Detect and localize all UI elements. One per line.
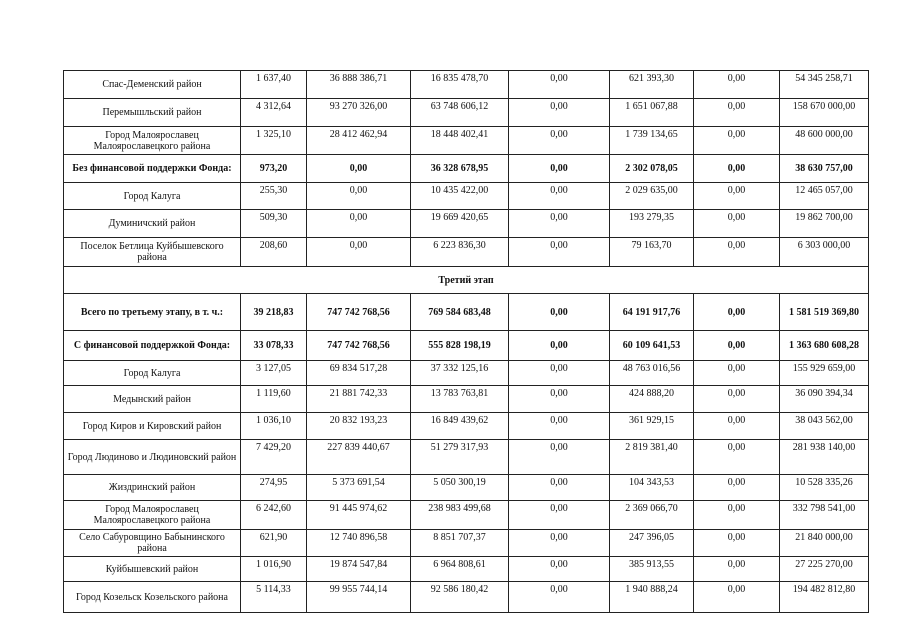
value-cell: 6 964 808,61 (411, 557, 509, 582)
value-cell: 973,20 (241, 155, 307, 183)
value-cell: 158 670 000,00 (780, 99, 869, 127)
table-row (64, 386, 869, 413)
value-cell: 0,00 (509, 501, 610, 530)
row-label-cell: Село Сабуровщино Бабынинского района (64, 530, 241, 557)
value-cell: 0,00 (694, 582, 780, 613)
value-cell: 1 739 134,65 (610, 127, 694, 155)
value-cell: 18 448 402,41 (411, 127, 509, 155)
value-cell: 0,00 (509, 183, 610, 210)
value-cell: 19 874 547,84 (307, 557, 411, 582)
row-label-cell: Поселок Бетлица Куйбышевского района (64, 238, 241, 267)
table-row (64, 127, 869, 155)
value-cell: 0,00 (509, 361, 610, 386)
value-cell: 281 938 140,00 (780, 440, 869, 475)
value-cell: 0,00 (509, 413, 610, 440)
value-cell: 509,30 (241, 210, 307, 238)
row-label-cell: Город Людиново и Людиновский район (64, 440, 241, 475)
value-cell: 0,00 (307, 238, 411, 267)
row-label-cell: Перемышльский район (64, 99, 241, 127)
value-cell: 621 393,30 (610, 71, 694, 99)
subtotal-row (64, 294, 869, 331)
value-cell: 769 584 683,48 (411, 294, 509, 331)
row-label-cell: Медынский район (64, 386, 241, 413)
value-cell: 0,00 (509, 386, 610, 413)
value-cell: 2 302 078,05 (610, 155, 694, 183)
value-cell: 48 763 016,56 (610, 361, 694, 386)
table-row (64, 582, 869, 613)
value-cell: 385 913,55 (610, 557, 694, 582)
value-cell: 0,00 (694, 71, 780, 99)
table-row (64, 530, 869, 557)
value-cell: 238 983 499,68 (411, 501, 509, 530)
value-cell: 332 798 541,00 (780, 501, 869, 530)
value-cell: 0,00 (509, 557, 610, 582)
value-cell: 0,00 (694, 210, 780, 238)
table-body (64, 71, 869, 613)
value-cell: 21 840 000,00 (780, 530, 869, 557)
row-label-cell: Без финансовой поддержки Фонда: (64, 155, 241, 183)
value-cell: 7 429,20 (241, 440, 307, 475)
value-cell: 39 218,83 (241, 294, 307, 331)
value-cell: 1 363 680 608,28 (780, 331, 869, 361)
value-cell: 0,00 (694, 238, 780, 267)
value-cell: 1 651 067,88 (610, 99, 694, 127)
value-cell: 91 445 974,62 (307, 501, 411, 530)
value-cell: 747 742 768,56 (307, 331, 411, 361)
value-cell: 63 748 606,12 (411, 99, 509, 127)
value-cell: 1 119,60 (241, 386, 307, 413)
value-cell: 48 600 000,00 (780, 127, 869, 155)
value-cell: 361 929,15 (610, 413, 694, 440)
value-cell: 16 849 439,62 (411, 413, 509, 440)
value-cell: 208,60 (241, 238, 307, 267)
value-cell: 0,00 (509, 331, 610, 361)
value-cell: 0,00 (509, 475, 610, 501)
row-label-cell: С финансовой поддержкой Фонда: (64, 331, 241, 361)
value-cell: 0,00 (509, 440, 610, 475)
value-cell: 0,00 (509, 71, 610, 99)
value-cell: 19 669 420,65 (411, 210, 509, 238)
value-cell: 555 828 198,19 (411, 331, 509, 361)
value-cell: 5 373 691,54 (307, 475, 411, 501)
table-row (64, 238, 869, 267)
row-label-cell: Спас-Деменский район (64, 71, 241, 99)
value-cell: 10 528 335,26 (780, 475, 869, 501)
value-cell: 8 851 707,37 (411, 530, 509, 557)
value-cell: 33 078,33 (241, 331, 307, 361)
value-cell: 621,90 (241, 530, 307, 557)
value-cell: 0,00 (694, 557, 780, 582)
value-cell: 69 834 517,28 (307, 361, 411, 386)
value-cell: 54 345 258,71 (780, 71, 869, 99)
value-cell: 13 783 763,81 (411, 386, 509, 413)
table-row (64, 183, 869, 210)
row-label-cell: Город Калуга (64, 361, 241, 386)
value-cell: 0,00 (509, 530, 610, 557)
value-cell: 36 090 394,34 (780, 386, 869, 413)
value-cell: 92 586 180,42 (411, 582, 509, 613)
value-cell: 424 888,20 (610, 386, 694, 413)
section-header-row (64, 267, 869, 294)
value-cell: 4 312,64 (241, 99, 307, 127)
value-cell: 21 881 742,33 (307, 386, 411, 413)
value-cell: 1 581 519 369,80 (780, 294, 869, 331)
value-cell: 0,00 (509, 294, 610, 331)
value-cell: 20 832 193,23 (307, 413, 411, 440)
row-label-cell: Жиздринский район (64, 475, 241, 501)
section-title: Третий этап (64, 267, 869, 294)
table-row (64, 361, 869, 386)
value-cell: 193 279,35 (610, 210, 694, 238)
table-row (64, 210, 869, 238)
value-cell: 0,00 (694, 361, 780, 386)
value-cell: 37 332 125,16 (411, 361, 509, 386)
value-cell: 255,30 (241, 183, 307, 210)
table-row (64, 99, 869, 127)
value-cell: 38 043 562,00 (780, 413, 869, 440)
value-cell: 1 325,10 (241, 127, 307, 155)
row-label-cell: Город Малоярославец Малоярославецкого района (64, 501, 241, 530)
value-cell: 0,00 (509, 127, 610, 155)
value-cell: 99 955 744,14 (307, 582, 411, 613)
value-cell: 104 343,53 (610, 475, 694, 501)
value-cell: 3 127,05 (241, 361, 307, 386)
row-label-cell: Всего по третьему этапу, в т. ч.: (64, 294, 241, 331)
table-row (64, 475, 869, 501)
value-cell: 28 412 462,94 (307, 127, 411, 155)
value-cell: 1 036,10 (241, 413, 307, 440)
value-cell: 0,00 (694, 386, 780, 413)
value-cell: 0,00 (694, 294, 780, 331)
value-cell: 0,00 (694, 331, 780, 361)
table-row (64, 71, 869, 99)
value-cell: 0,00 (509, 582, 610, 613)
table-row (64, 501, 869, 530)
value-cell: 1 940 888,24 (610, 582, 694, 613)
row-label-cell: Город Киров и Кировский район (64, 413, 241, 440)
value-cell: 0,00 (694, 99, 780, 127)
subtotal-row (64, 155, 869, 183)
value-cell: 64 191 917,76 (610, 294, 694, 331)
value-cell: 12 740 896,58 (307, 530, 411, 557)
value-cell: 0,00 (694, 501, 780, 530)
value-cell: 0,00 (694, 440, 780, 475)
value-cell: 6 303 000,00 (780, 238, 869, 267)
value-cell: 16 835 478,70 (411, 71, 509, 99)
row-label-cell: Думиничский район (64, 210, 241, 238)
value-cell: 19 862 700,00 (780, 210, 869, 238)
value-cell: 1 016,90 (241, 557, 307, 582)
row-label-cell: Город Калуга (64, 183, 241, 210)
value-cell: 274,95 (241, 475, 307, 501)
value-cell: 10 435 422,00 (411, 183, 509, 210)
value-cell: 0,00 (694, 155, 780, 183)
value-cell: 79 163,70 (610, 238, 694, 267)
value-cell: 38 630 757,00 (780, 155, 869, 183)
value-cell: 27 225 270,00 (780, 557, 869, 582)
value-cell: 0,00 (694, 475, 780, 501)
row-label-cell: Куйбышевский район (64, 557, 241, 582)
value-cell: 247 396,05 (610, 530, 694, 557)
value-cell: 0,00 (307, 183, 411, 210)
value-cell: 2 369 066,70 (610, 501, 694, 530)
value-cell: 0,00 (509, 155, 610, 183)
row-label-cell: Город Козельск Козельского района (64, 582, 241, 613)
value-cell: 6 242,60 (241, 501, 307, 530)
table-row (64, 557, 869, 582)
value-cell: 0,00 (509, 210, 610, 238)
value-cell: 36 888 386,71 (307, 71, 411, 99)
table-row (64, 440, 869, 475)
value-cell: 51 279 317,93 (411, 440, 509, 475)
subtotal-row (64, 331, 869, 361)
row-label-cell: Город Малоярославец Малоярославецкого района (64, 127, 241, 155)
table-row (64, 413, 869, 440)
value-cell: 0,00 (509, 99, 610, 127)
finance-table (63, 70, 869, 613)
value-cell: 2 029 635,00 (610, 183, 694, 210)
value-cell: 93 270 326,00 (307, 99, 411, 127)
value-cell: 60 109 641,53 (610, 331, 694, 361)
value-cell: 2 819 381,40 (610, 440, 694, 475)
value-cell: 36 328 678,95 (411, 155, 509, 183)
value-cell: 6 223 836,30 (411, 238, 509, 267)
value-cell: 0,00 (694, 183, 780, 210)
value-cell: 747 742 768,56 (307, 294, 411, 331)
value-cell: 1 637,40 (241, 71, 307, 99)
value-cell: 194 482 812,80 (780, 582, 869, 613)
value-cell: 0,00 (509, 238, 610, 267)
value-cell: 155 929 659,00 (780, 361, 869, 386)
value-cell: 227 839 440,67 (307, 440, 411, 475)
value-cell: 0,00 (694, 530, 780, 557)
value-cell: 0,00 (307, 210, 411, 238)
value-cell: 5 050 300,19 (411, 475, 509, 501)
value-cell: 5 114,33 (241, 582, 307, 613)
value-cell: 0,00 (694, 413, 780, 440)
value-cell: 0,00 (307, 155, 411, 183)
value-cell: 12 465 057,00 (780, 183, 869, 210)
value-cell: 0,00 (694, 127, 780, 155)
